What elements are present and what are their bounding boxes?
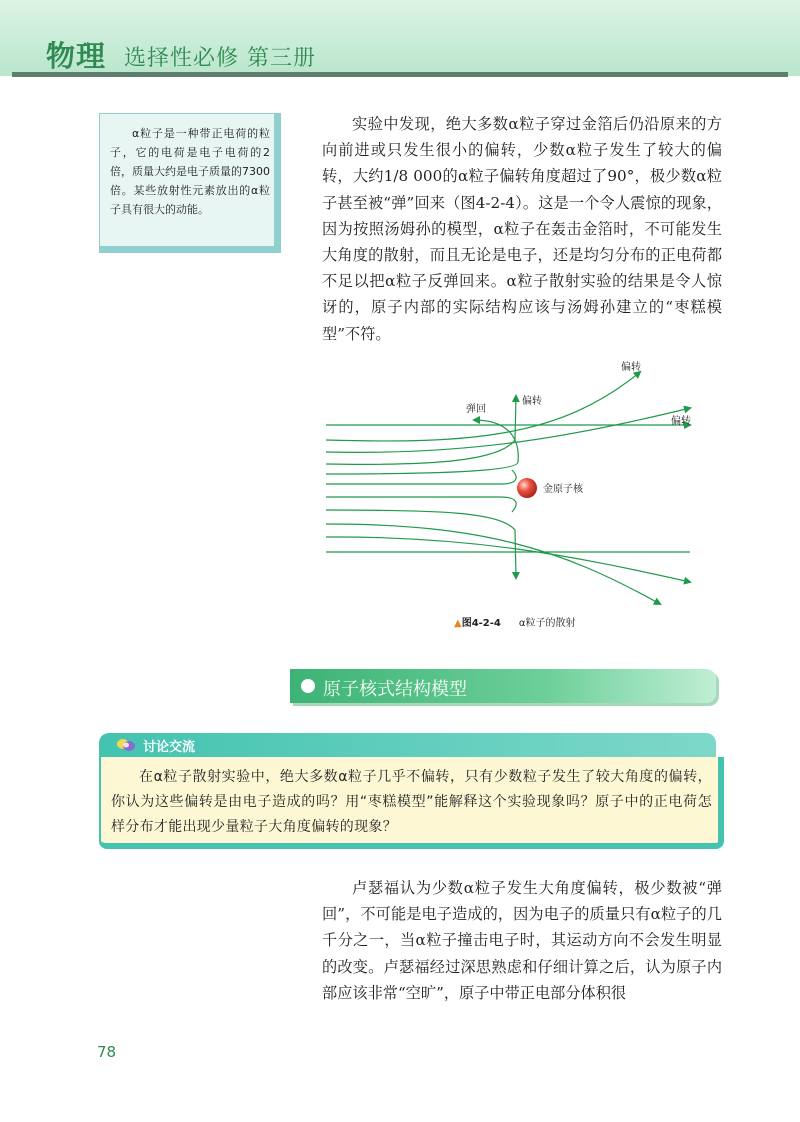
discussion-text: 在α粒子散射实验中，绝大多数α粒子几乎不偏转，只有少数粒子发生了较大角度的偏转，你认为这些偏转是由电子造成的吗？用“枣糕模型”能解释这个实验现象吗？原子中的正电荷怎样分布才能出现少量粒子大角度偏转的现象？ [99,757,724,849]
trajectory-near-nucleus-upper [326,470,516,484]
header-subject: 物理 [46,39,107,73]
side-note: α粒子是一种带正电荷的粒子，它的电荷是电子电荷的2倍，质量大约是电子质量的7300倍。某些放射性元素放出的α粒子具有很大的动能。 [99,113,281,253]
label-bounce-back: 弹回 [466,404,486,415]
alpha-scattering-figure [310,352,710,612]
discussion-icon [116,737,136,753]
caption-marker-icon: ▲ [454,618,462,629]
bullet-dot-icon [301,679,315,693]
label-deflect-right: 偏转 [671,416,691,427]
label-nucleus: 金原子核 [543,484,583,495]
trajectory-deflect-up [326,396,516,464]
body-paragraph-1: 实验中发现，绝大多数α粒子穿过金箔后仍沿原来的方向前进或只发生很小的偏转，少数α粒子发生了较大的偏转，大约1/8 000的α粒子偏转角度超过了90°，极少数α粒子甚至被“弹”回来（图4-2-4）。这是一个令人震惊的现象，因为按照汤姆孙的模型，α粒子在轰击金箔时，不可能发生大角度的散射，而且无论是电子，还是均匀分布的正电荷都不足以把α粒子反弹回来。α粒子散射实验的结果是令人惊讶的，原子内部的实际结构应该与汤姆孙建立的“枣糕模型”不符。 [322,115,722,343]
page-number: 78 [97,1043,117,1061]
header-band [0,0,800,76]
body-paragraph-2: 卢瑟福认为少数α粒子发生大角度偏转，极少数被“弹回”，不可能是电子造成的，因为电子的质量只有α粒子的几千分之一，当α粒子撞击电子时，其运动方向不会发生明显的改变。卢瑟福经过深思熟虑和仔细计算之后，认为原子内部应该非常“空旷”，原子中带正电部分体积很 [322,879,722,1002]
trajectory-deflect-down-far [326,524,660,604]
discussion-label: 讨论交流 [143,740,196,755]
caption-title: α粒子的散射 [518,618,576,629]
section-heading-bar [290,669,716,703]
discussion-header [99,733,716,757]
trajectory-deflect-down [326,510,516,578]
label-deflect-up: 偏转 [522,396,542,407]
section-title: 原子核式结构模型 [323,679,467,700]
figure-caption [454,614,575,629]
header-book-title: 选择性必修 第三册 [124,46,316,71]
trajectory-bounce-back [326,420,518,474]
caption-number: 图4-2-4 [461,618,501,629]
discussion-box [99,733,716,850]
header-rule [12,72,788,77]
trajectory-deflect-down-right [326,537,690,582]
gold-nucleus [517,478,537,498]
label-deflect-top-right: 偏转 [621,362,641,373]
